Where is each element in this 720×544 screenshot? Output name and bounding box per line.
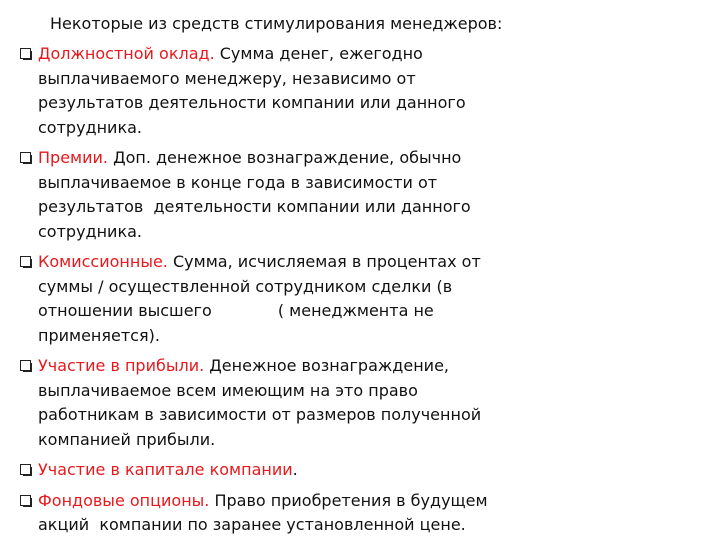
item-text: сотрудника. xyxy=(38,117,143,137)
item-term: Премии. xyxy=(38,148,108,167)
item-line xyxy=(38,354,510,379)
item-text: Сумма денег, ежегодно xyxy=(214,44,423,63)
list-item xyxy=(20,458,510,483)
list-item xyxy=(20,354,510,452)
item-line xyxy=(38,428,510,453)
slide-heading: Некоторые из средств стимулирования менеджеров: xyxy=(50,14,503,33)
item-text: компанией прибыли. xyxy=(38,429,216,449)
item-text: Денежное вознаграждение, xyxy=(204,356,449,375)
item-text: работникам в зависимости от размеров полученной xyxy=(38,405,482,424)
item-text: сотрудника. xyxy=(38,221,143,241)
item-line xyxy=(38,171,510,196)
item-line xyxy=(38,489,510,514)
item-text: результатов деятельности компании или данного xyxy=(38,197,471,216)
item-text: применяется). xyxy=(38,325,160,345)
item-text: выплачиваемого менеджеру, независимо от xyxy=(38,68,416,88)
list-item xyxy=(20,489,510,538)
item-term: Участие в прибыли. xyxy=(38,356,205,375)
item-line xyxy=(38,458,510,483)
item-term: Комиссионные. xyxy=(38,252,168,271)
list-item xyxy=(20,146,510,244)
checkbox-bullet-icon xyxy=(20,256,32,268)
item-line xyxy=(38,379,510,404)
item-term: Должностной оклад. xyxy=(38,44,215,63)
item-text: отношении высшего ( менеджмента не xyxy=(38,301,434,320)
item-line xyxy=(38,91,510,116)
item-term: Участие в капитале компании xyxy=(38,460,293,479)
item-term: Фондовые опционы. xyxy=(38,490,210,510)
checkbox-bullet-icon xyxy=(20,360,32,372)
item-line xyxy=(38,275,510,300)
bullet-list xyxy=(20,42,510,544)
item-line xyxy=(38,513,510,538)
item-line xyxy=(38,250,510,275)
list-item xyxy=(20,42,510,140)
item-text: Сумма, исчисляемая в процентах от xyxy=(167,252,481,271)
item-line xyxy=(38,220,510,245)
checkbox-bullet-icon xyxy=(20,48,32,60)
list-item xyxy=(20,250,510,348)
item-text: результатов деятельности компании или данного xyxy=(38,93,466,112)
item-line xyxy=(38,42,510,67)
item-line xyxy=(38,67,510,92)
item-line xyxy=(38,195,510,220)
item-text: Доп. денежное вознаграждение, обычно xyxy=(107,148,462,167)
item-line xyxy=(38,299,510,324)
item-text: Право приобретения в будущем xyxy=(209,490,488,510)
item-text: . xyxy=(292,460,298,479)
item-text: выплачиваемое всем имеющим на это право xyxy=(38,380,418,400)
checkbox-bullet-icon xyxy=(20,495,32,507)
item-text: акций компании по заранее установленной цене. xyxy=(38,515,466,534)
item-line xyxy=(38,116,510,141)
item-text: суммы / осуществленной сотрудником сделки (в xyxy=(38,276,453,296)
item-text: выплачиваемое в конце года в зависимости от xyxy=(38,172,438,192)
item-line xyxy=(38,403,510,428)
checkbox-bullet-icon xyxy=(20,464,32,476)
item-line xyxy=(38,324,510,349)
item-line xyxy=(38,146,510,171)
checkbox-bullet-icon xyxy=(20,152,32,164)
